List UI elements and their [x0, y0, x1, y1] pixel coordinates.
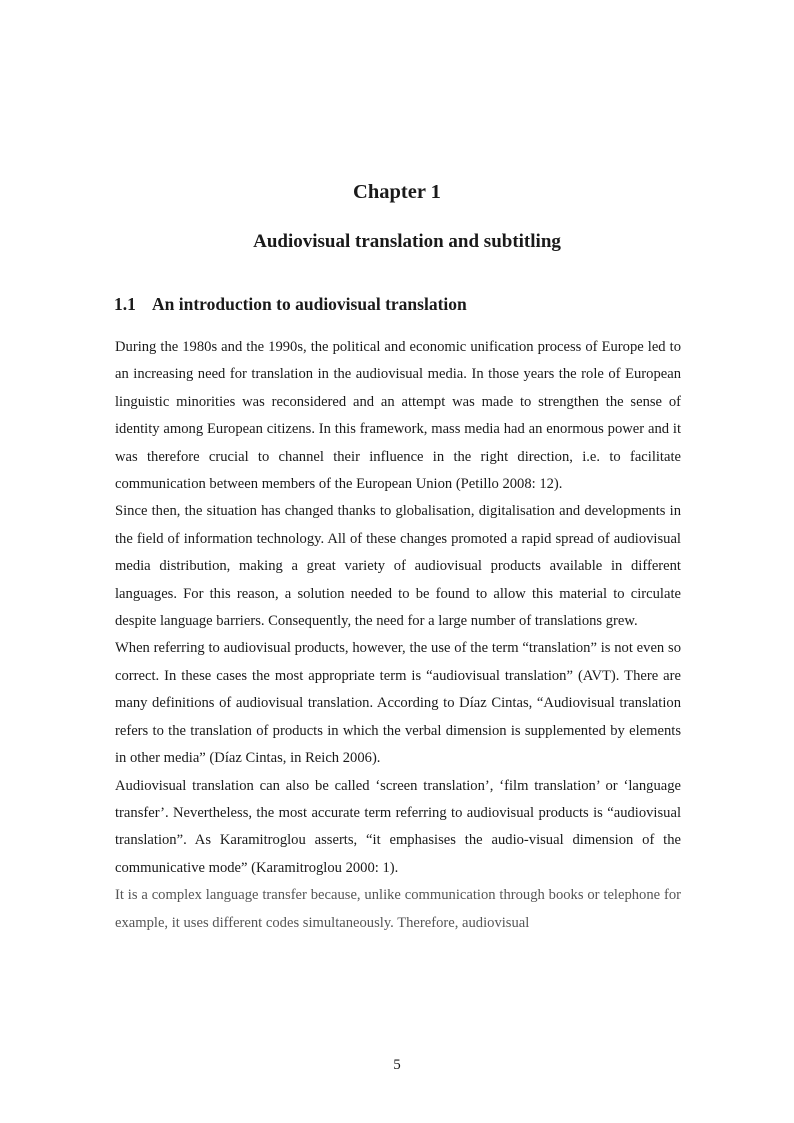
- paragraph: When referring to audiovisual products, however, the use of the term “translation” is not even so correct. In these cases the most appropriate term is “audiovisual translation” (AVT). There are many definitions of audiovisual translation. According to Díaz Cintas, “Audiovisual translation refers to the translation of products in which the verbal dimension is supplemented by elements in other media” (Díaz Cintas, in Reich 2006).: [115, 640, 681, 767]
- body-text: [115, 334, 681, 937]
- chapter-title: Audiovisual translation and subtitling: [253, 231, 561, 252]
- paragraph: Since then, the situation has changed thanks to globalisation, digitalisation and developments in the field of information technology. All of these changes promoted a rapid spread of audiovisual media distribution, making a great variety of audiovisual products available in different languages. For this reason, a solution needed to be found to allow this material to circulate despite language barriers. Consequently, the need for a large number of translations grew.: [115, 503, 681, 630]
- section-heading: [114, 291, 467, 317]
- paragraph: During the 1980s and the 1990s, the political and economic unification process of Europe led to an increasing need for translation in the audiovisual media. In those years the role of European linguistic minorities was reconsidered and an attempt was made to strengthen the sense of identity among European citizens. In this framework, mass media had an enormous power and it was therefore crucial to channel their influence in the right direction, i.e. to facilitate communication between members of the European Union (Petillo 2008: 12).: [115, 339, 681, 493]
- section-title: An introduction to audiovisual translation: [152, 294, 467, 314]
- section-number: 1.1: [114, 294, 136, 314]
- paragraph: It is a complex language transfer because, unlike communication through books or telephone for example, it uses different codes simultaneously. Therefore, audiovisual: [115, 887, 681, 931]
- page-number: 5: [393, 1057, 401, 1073]
- paragraph: Audiovisual translation can also be called ‘screen translation’, ‘film translation’ or ‘language transfer’. Nevertheless, the most accurate term referring to audiovisual products is “audiovisual translation”. As Karamitroglou asserts, “it emphasises the audio-visual dimension of the communicative mode” (Karamitroglou 2000: 1).: [115, 777, 681, 876]
- chapter-number: Chapter 1: [353, 181, 441, 203]
